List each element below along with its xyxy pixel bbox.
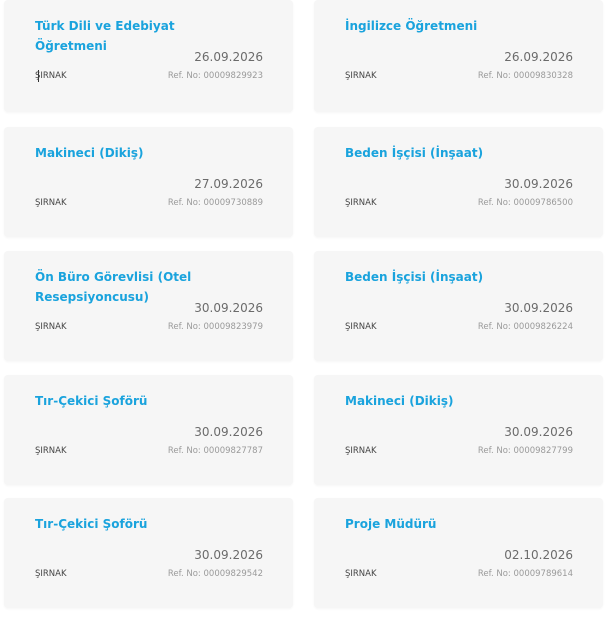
job-title[interactable]: Proje Müdürü — [345, 517, 437, 531]
job-card[interactable] — [314, 251, 603, 361]
job-city: ŞIRNAK — [345, 569, 377, 579]
job-card[interactable] — [4, 127, 293, 237]
job-card[interactable] — [4, 251, 293, 361]
job-title[interactable]: Makineci (Dikiş) — [35, 146, 144, 160]
job-city: ŞIRNAK — [35, 569, 67, 579]
job-card[interactable] — [314, 127, 603, 237]
job-city: ŞIRNAK — [345, 71, 377, 81]
job-date: 30.09.2026 — [504, 425, 573, 439]
job-title[interactable]: Ön Büro Görevlisi (Otel Resepsiyoncusu) — [35, 270, 192, 304]
job-date: 27.09.2026 — [194, 177, 263, 191]
job-card[interactable] — [314, 498, 603, 608]
job-city: ŞIRNAK — [35, 446, 67, 456]
job-ref-number: Ref. No: 00009830328 — [477, 71, 573, 81]
job-city: ŞIRNAK — [345, 198, 377, 208]
job-city: ŞIRNAK — [345, 322, 377, 332]
job-card[interactable] — [4, 0, 293, 112]
job-card[interactable] — [314, 0, 603, 112]
job-title[interactable]: Beden İşçisi (İnşaat) — [345, 146, 484, 160]
job-date: 30.09.2026 — [504, 177, 573, 191]
job-date: 30.09.2026 — [194, 548, 263, 562]
job-title[interactable]: Beden İşçisi (İnşaat) — [345, 270, 484, 284]
job-date: 30.09.2026 — [504, 301, 573, 315]
job-ref-number: Ref. No: 00009730889 — [167, 198, 263, 208]
job-date: 02.10.2026 — [504, 548, 573, 562]
job-title[interactable]: Tır-Çekici Şoförü — [35, 517, 148, 531]
job-title[interactable]: İngilizce Öğretmeni — [345, 19, 478, 33]
job-ref-number: Ref. No: 00009829542 — [167, 569, 263, 579]
job-city: ŞIRNAK — [35, 198, 67, 208]
job-ref-number: Ref. No: 00009823979 — [167, 322, 263, 332]
job-ref-number: Ref. No: 00009786500 — [477, 198, 573, 208]
job-ref-number: Ref. No: 00009826224 — [477, 322, 573, 332]
job-date: 26.09.2026 — [504, 50, 573, 64]
job-date: 30.09.2026 — [194, 425, 263, 439]
job-card[interactable] — [4, 375, 293, 485]
job-ref-number: Ref. No: 00009827787 — [167, 446, 263, 456]
job-city: ŞIRNAK — [345, 446, 377, 456]
job-title[interactable]: Tır-Çekici Şoförü — [35, 394, 148, 408]
job-ref-number: Ref. No: 00009789614 — [477, 569, 573, 579]
job-city: ŞIRNAK — [35, 71, 67, 81]
job-card[interactable] — [4, 498, 293, 608]
job-date: 30.09.2026 — [194, 301, 263, 315]
job-card[interactable] — [314, 375, 603, 485]
job-title[interactable]: Makineci (Dikiş) — [345, 394, 454, 408]
job-ref-number: Ref. No: 00009827799 — [477, 446, 573, 456]
job-ref-number: Ref. No: 00009829923 — [167, 71, 263, 81]
job-city: ŞIRNAK — [35, 322, 67, 332]
job-date: 26.09.2026 — [194, 50, 263, 64]
job-title[interactable]: Türk Dili ve Edebiyat Öğretmeni — [35, 19, 175, 53]
